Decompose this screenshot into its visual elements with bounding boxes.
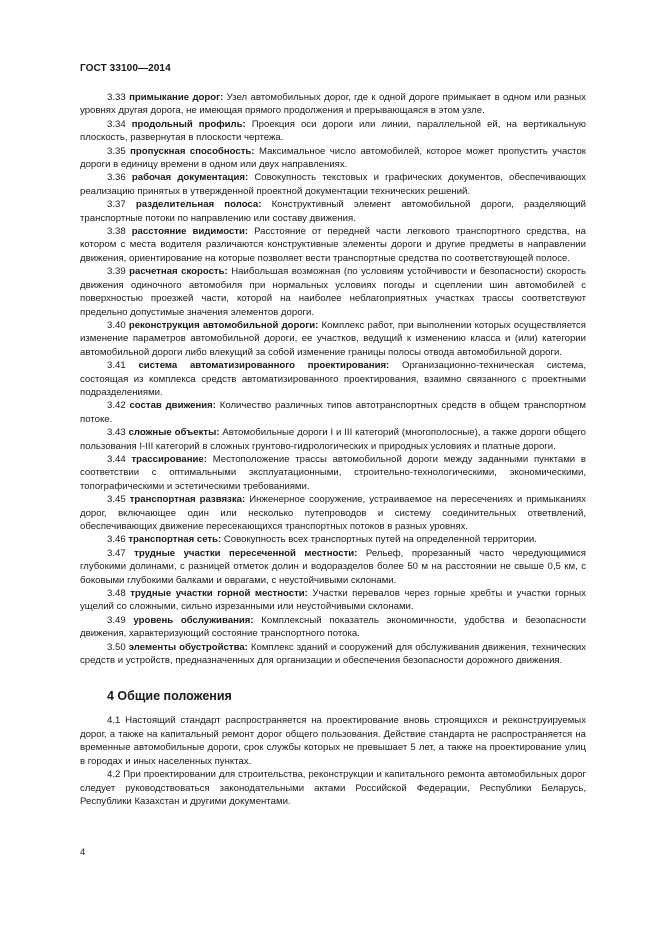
definition-text: Количество различных типов автотранспортных средств в общем транспортном потоке.: [80, 400, 586, 425]
definition-number: 3.43: [107, 427, 126, 439]
definition-number: 3.47: [107, 547, 126, 559]
definition-3-47: [80, 547, 586, 587]
definition-text: Комплекс работ, при выполнении которых осуществляется изменение параметров автомобильной дороги, ее участков, ведущий к изменению класса и (или) категории автомобильной дороги либо влекущий за собой изменение границы полосы отвода автомобильной дороги.: [80, 319, 587, 358]
definition-3-49: [80, 614, 586, 641]
definition-number: 3.40: [107, 319, 126, 331]
definition-3-45: [80, 493, 586, 533]
definition-3-36: [80, 171, 586, 198]
definition-text: Наибольшая возможная (по условиям устойчивости и безопасности) скорость движения одиночного автомобиля при нормальных условиях погоды и сцеплении шин автомобилей с поверхностью проезжей части, которой на наиболее неблагоприятных участках трассы соответствуют предельно допустимые значения элементов дороги.: [80, 266, 586, 318]
paragraph-4-2: 4.2 При проектировании для строительства, реконструкции и капитального ремонта автомобильных дорог следует руководствоваться законодательными актами Российской Федерации, Республики Беларусь, Республики Казахстан и другими документами.: [80, 769, 586, 807]
definition-term: трудные участки горной местности:: [130, 588, 308, 600]
definition-text: Узел автомобильных дорог, где к одной дороге примыкает в одном или разных уровнях другая дорога, не имеющая прямого продолжения и прерывающаяся в этом узле.: [80, 92, 586, 117]
definition-term: пропускная способность:: [130, 145, 255, 157]
definition-number: 3.37: [107, 199, 126, 211]
definition-text: Участки перевалов через горные хребты и участки горных ущелий со сложными, сильно изрезанными или неустойчивыми склонами.: [80, 588, 586, 613]
definition-text: Инженерное сооружение, устраиваемое на пересечениях и примыканиях дорог, включающее один или несколько путепроводов и систему соединительных ответвлений, обеспечивающих движение пересекающихся транспортных потоков в разных уровнях.: [80, 494, 587, 532]
definition-number: 3.34: [107, 118, 126, 130]
definition-text: Совокупность всех транспортных путей на определенной территории.: [221, 534, 537, 546]
definition-3-42: [80, 399, 586, 426]
definition-term: расчетная скорость:: [129, 266, 228, 278]
definition-term: элементы обустройства:: [128, 641, 248, 653]
definition-3-39: [80, 265, 586, 319]
definition-3-46: [80, 533, 586, 546]
definition-term: сложные объекты:: [128, 427, 220, 439]
definition-3-33: [80, 91, 586, 118]
definition-3-38: [80, 225, 586, 265]
definition-number: 3.35: [107, 145, 126, 157]
definition-text: Комплексный показатель экономичности, удобства и безопасности движения, характеризующий состояние транспортного потока.: [80, 614, 586, 640]
definition-term: уровень обслуживания:: [133, 614, 254, 626]
definition-number: 3.42: [107, 400, 126, 412]
document-header: ГОСТ 33100—2014: [80, 63, 171, 74]
section-4-title: 4 Общие положения: [107, 689, 232, 704]
definition-text: Автомобильные дороги I и III категорий (многополосные), а также дороги общего пользования I-III категорий в сложных грунтово-гидрологических и природных условиях и платные дороги.: [80, 427, 586, 452]
definition-number: 3.33: [107, 92, 126, 103]
document-body: [80, 91, 586, 808]
definition-3-43: [80, 426, 586, 453]
definition-3-35: [80, 145, 586, 172]
definition-term: транспортная сеть:: [128, 534, 222, 546]
definition-number: 3.39: [107, 266, 126, 278]
definition-number: 3.49: [107, 614, 126, 626]
definition-3-34: [80, 118, 586, 145]
definition-term: разделительная полоса:: [135, 199, 262, 211]
definition-term: система автоматизированного проектирования:: [138, 360, 390, 372]
definition-term: трудные участки пересеченной местности:: [134, 547, 358, 559]
definition-3-48: [80, 587, 586, 614]
definition-text: Комплекс зданий и сооружений для обслуживания движения, технических средств и устройств, предназначенных для организации и обеспечения безопасности дорожного движения.: [80, 641, 587, 667]
definition-term: продольный профиль:: [131, 118, 246, 130]
definition-text: Совокупность текстовых и графических документов, обеспечивающих реализацию принятых в утвержденной проектной документации технических решений.: [80, 172, 586, 197]
definition-number: 3.44: [107, 453, 126, 465]
definition-number: 3.50: [107, 641, 126, 653]
definition-3-41: [80, 359, 586, 399]
paragraph-4-1: 4.1 Настоящий стандарт распространяется на проектирование вновь строящихся и реконструируемых дорог, а также на капитальный ремонт дорог общего пользования. Действие стандарта не распространяется на временные автомобильные дороги, срок службы которых не превышает 5 лет, а также на проектирование улиц в городах и иных населенных пунктах.: [80, 715, 586, 767]
definition-term: расстояние видимости:: [131, 226, 249, 238]
definition-number: 3.46: [107, 534, 126, 546]
definition-3-40: [80, 319, 586, 359]
definition-text: Проекция оси дороги или линии, параллельной ей, на вертикальную плоскость, развернутая в плоскости чертежа.: [80, 118, 586, 144]
definition-term: трассирование:: [131, 453, 207, 465]
definition-text: Максимальное число автомобилей, которое может пропустить участок дороги в единицу времени в одном или двух направлениях.: [80, 145, 587, 171]
definition-number: 3.41: [107, 360, 126, 372]
page-number: 4: [80, 847, 86, 858]
definition-text: Местоположение трассы автомобильной дороги между заданными пунктами в соответствии с оптимальными эксплуатационными, строительно-технологическими, экономическими, топографическими и эстетическими требованиями.: [80, 453, 586, 492]
definition-text: Конструктивный элемент автомобильной дороги, разделяющий транспортные потоки по направлению или составу движения.: [80, 199, 586, 224]
definition-text: Рельеф, прорезанный часто чередующимися глубокими долинами, с разницей отметок долин и водоразделов более 50 м на расстоянии не свыше 0,5 км, с боковыми глубокими балками и оврагами, с неустойчивыми склонами.: [80, 547, 587, 586]
definition-term: реконструкция автомобильной дороги:: [128, 319, 319, 331]
definition-number: 3.38: [107, 226, 126, 238]
definition-3-44: [80, 453, 586, 493]
definitions-list: [80, 91, 586, 667]
definition-term: транспортная развязка:: [129, 494, 246, 506]
definition-3-50: [80, 641, 586, 668]
definition-number: 3.36: [107, 172, 126, 184]
definition-text: Организационно-техническая система, состоящая из комплекса средств автоматизированного проектирования, взаимно связанного с проектными подразделениями.: [80, 360, 586, 398]
definition-term: примыкание дорог:: [129, 92, 224, 103]
definition-number: 3.48: [107, 588, 126, 600]
definition-term: рабочая документация:: [131, 172, 249, 184]
definition-text: Расстояние от передней части легкового транспортного средства, на котором с места водителя различаются конструктивные элементы дороги и другие предметы в направлении движения, ориентирование на которые позволяет вести транспортные средства по соответствующей полосе.: [80, 226, 586, 264]
definition-term: состав движения:: [129, 400, 216, 412]
definition-3-37: [80, 198, 586, 225]
definition-number: 3.45: [107, 494, 126, 506]
